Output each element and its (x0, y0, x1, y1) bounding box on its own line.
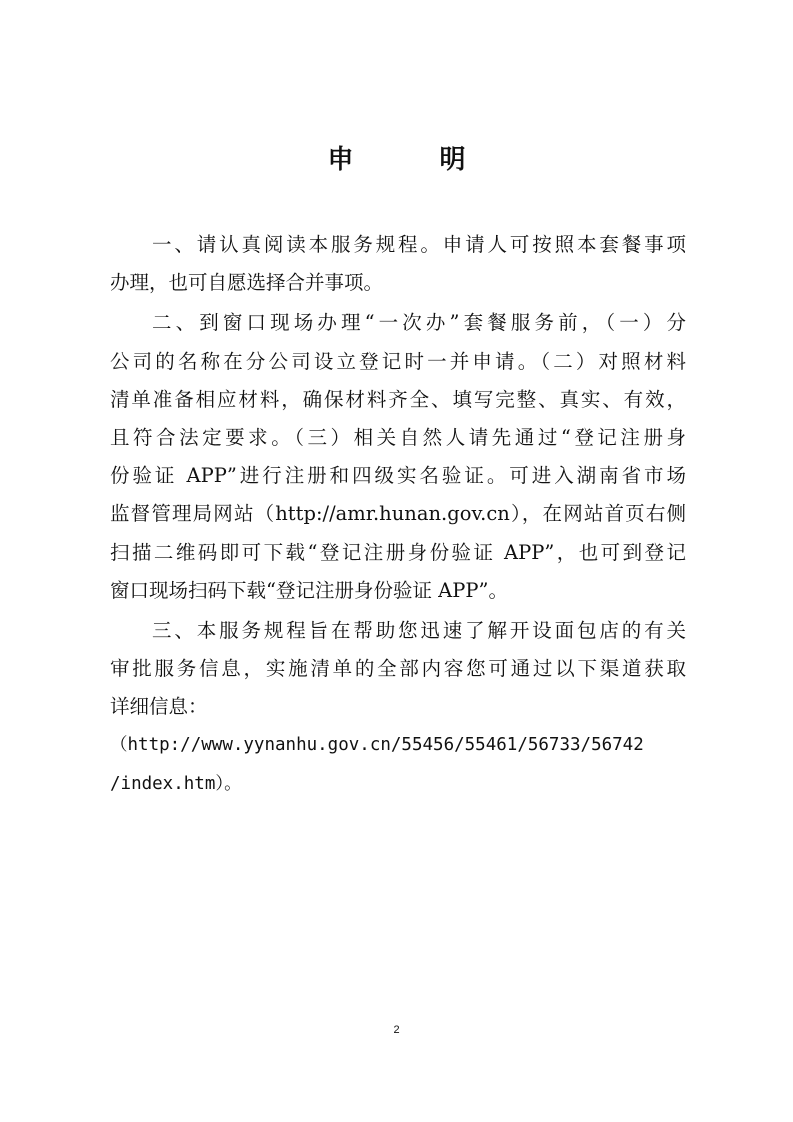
paragraph-3-url-line-2: /index.htm）。 (110, 773, 242, 794)
paragraph-2-line-7: 扫描二维码即可下载“登记注册身份验证 APP”，也可到登记 (110, 540, 686, 564)
paragraph-2-line-1: 二、到窗口现场办理“一次办”套餐服务前，（一）分 (152, 311, 686, 335)
paragraph-2-line-5: 份验证 APP”进行注册和四级实名验证。可进入湖南省市场 (110, 464, 686, 488)
document-body (110, 226, 686, 803)
paragraph-2-line-2: 公司的名称在分公司设立登记时一并申请。（二）对照材料 (110, 349, 686, 373)
paragraph-3-line-3: 详细信息： (110, 695, 208, 719)
paragraph-3-line-1: 三、本服务规程旨在帮助您迅速了解开设面包店的有关 (152, 618, 686, 642)
paragraph-2-line-3: 清单准备相应材料，确保材料齐全、填写完整、真实、有效， (110, 387, 686, 411)
paragraph-1-line-1: 一、请认真阅读本服务规程。申请人可按照本套餐事项 (152, 233, 686, 256)
page-number: 2 (393, 1024, 400, 1036)
paragraph-3-url-line-1: （http://www.yynanhu.gov.cn/55456/55461/56733/56742 (110, 735, 644, 756)
paragraph-1-line-2: 办理，也可自愿选择合并事项。 (110, 271, 384, 295)
paragraph-2-line-8: 窗口现场扫码下载“登记注册身份验证 APP”。 (110, 578, 508, 602)
paragraph-2-line-4: 且符合法定要求。（三）相关自然人请先通过“登记注册身 (110, 425, 686, 449)
paragraph-2-line-6: 监督管理局网站（http://amr.hunan.gov.cn），在网站首页右侧 (110, 502, 686, 526)
page-title: 申 明 (327, 145, 496, 175)
paragraph-3-line-2: 审批服务信息，实施清单的全部内容您可通过以下渠道获取 (110, 657, 686, 681)
